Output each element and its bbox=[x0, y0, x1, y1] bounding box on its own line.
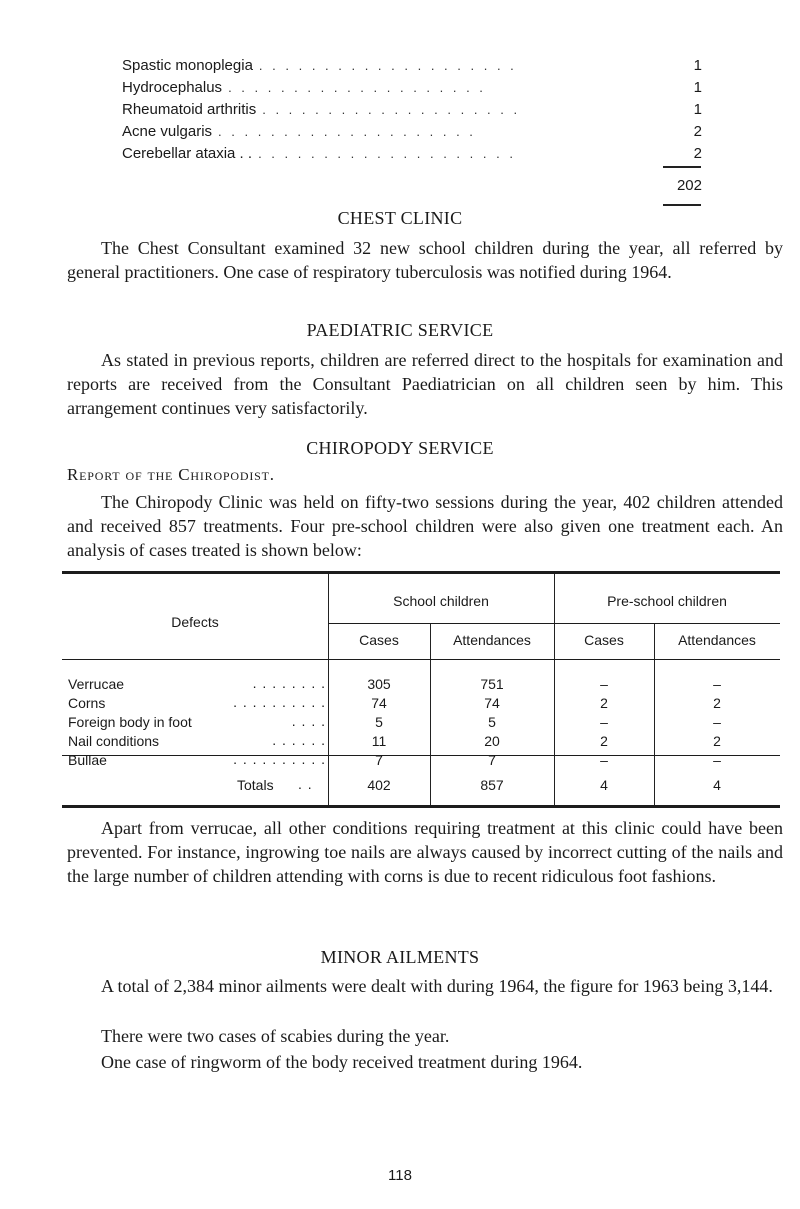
diagnosis-list bbox=[122, 57, 702, 167]
dot-leader: . . . . . . . . . . . . . . . . . . . . bbox=[258, 146, 516, 161]
prevention-paragraph bbox=[67, 816, 783, 888]
chest-clinic-text: The Chest Consultant examined 32 new school children during the year, all referred by general practitioners. One case of respiratory tuberculosis was notified during 1964. bbox=[67, 238, 783, 282]
diagnosis-label: Spastic monoplegia bbox=[122, 57, 253, 74]
col-header-school-attendances: Attendances bbox=[453, 632, 531, 648]
ringworm-text: One case of ringworm of the body received treatment during 1964. bbox=[101, 1052, 583, 1072]
defect-label: Verrucae bbox=[68, 676, 125, 692]
paediatric-heading: PAEDIATRIC SERVICE bbox=[306, 320, 494, 340]
school-cases: 5 bbox=[375, 714, 383, 730]
school-cases: 11 bbox=[371, 733, 387, 749]
paediatric-paragraph bbox=[67, 348, 783, 420]
sum-rule bbox=[663, 166, 701, 168]
dot-leader: . . . . . . . . . . . . . . . . . . . . bbox=[228, 80, 486, 95]
diagnosis-label: Cerebellar ataxia . . bbox=[122, 145, 253, 162]
total-school-cases: 402 bbox=[367, 777, 391, 793]
chiropodist-report-subheading: Report of the Chiropodist. bbox=[67, 465, 275, 484]
diagnosis-count: 2 bbox=[693, 123, 702, 140]
col-header-school-cases: Cases bbox=[359, 632, 399, 648]
totals-label: Totals bbox=[237, 777, 274, 793]
scabies-text: There were two cases of scabies during the year. bbox=[101, 1026, 450, 1046]
total-school-attendances: 857 bbox=[480, 777, 504, 793]
chest-clinic-heading: CHEST CLINIC bbox=[337, 208, 463, 228]
list-item bbox=[122, 79, 702, 101]
diagnosis-label: Hydrocephalus bbox=[122, 79, 223, 96]
preschool-cases: 2 bbox=[600, 695, 608, 711]
school-cases: 305 bbox=[367, 676, 391, 692]
preschool-attendances: 2 bbox=[713, 695, 721, 711]
table-bottom-rule bbox=[62, 805, 780, 808]
chiropody-table bbox=[62, 571, 780, 808]
preschool-cases: – bbox=[600, 676, 608, 692]
col-header-preschool-children: Pre-school children bbox=[607, 593, 727, 609]
school-cases: 7 bbox=[375, 752, 383, 768]
col-header-preschool-cases: Cases bbox=[584, 632, 624, 648]
list-item bbox=[122, 101, 702, 123]
col-header-preschool-attendances: Attendances bbox=[678, 632, 756, 648]
diagnosis-label: Rheumatoid arthritis bbox=[122, 101, 257, 118]
row-dot-leader: . . . . . . . . . . bbox=[233, 694, 326, 710]
row-dot-leader: . . . . . . . . . . bbox=[233, 751, 326, 767]
paediatric-text: As stated in previous reports, children are referred direct to the hospitals for examination and reports are received from the Consultant Paediatrician on all children seen by him. This arrangement continues very satisfactorily. bbox=[67, 350, 783, 418]
minor-ailments-text: A total of 2,384 minor ailments were dealt with during 1964, the figure for 1963 being 3,144. bbox=[101, 976, 773, 996]
defect-label: Nail conditions bbox=[68, 733, 160, 749]
defect-label: Corns bbox=[68, 695, 106, 711]
chiropody-heading: CHIROPODY SERVICE bbox=[306, 438, 494, 458]
preschool-attendances: – bbox=[713, 752, 721, 768]
defect-label: Foreign body in foot bbox=[68, 714, 192, 730]
dot-leader: . . . . . . . . . . . . . . . . . . . . bbox=[258, 58, 517, 73]
scabies-paragraph bbox=[67, 1024, 783, 1048]
dot-leader: . . . . . . . . . . . . . . . . . . . . bbox=[218, 124, 476, 139]
row-dot-leader: . . . . . . bbox=[272, 732, 326, 748]
diagnosis-count: 1 bbox=[693, 79, 702, 96]
diagnosis-total: 202 bbox=[676, 177, 702, 194]
diagnosis-count: 1 bbox=[693, 101, 702, 118]
list-item bbox=[122, 123, 702, 145]
preschool-cases: 2 bbox=[600, 733, 608, 749]
chest-clinic-paragraph bbox=[67, 236, 783, 284]
diagnosis-count: 2 bbox=[693, 145, 702, 162]
row-dot-leader: . . . . . . . . bbox=[252, 675, 326, 691]
school-attendances: 74 bbox=[484, 695, 500, 711]
preschool-cases: – bbox=[600, 752, 608, 768]
school-cases: 74 bbox=[371, 695, 387, 711]
total-preschool-attendances: 4 bbox=[713, 777, 721, 793]
col-header-school-children: School children bbox=[393, 593, 489, 609]
school-attendances: 7 bbox=[488, 752, 496, 768]
col-header-defects: Defects bbox=[171, 614, 219, 630]
school-attendances: 5 bbox=[488, 714, 496, 730]
sum-rule bbox=[663, 204, 701, 206]
list-item bbox=[122, 57, 702, 79]
total-preschool-cases: 4 bbox=[600, 777, 608, 793]
preschool-attendances: – bbox=[713, 676, 721, 692]
page-number: 118 bbox=[388, 1167, 412, 1184]
diagnosis-count: 1 bbox=[693, 57, 702, 74]
chiropody-paragraph bbox=[67, 490, 783, 562]
defect-label: Bullae bbox=[68, 752, 107, 768]
list-item bbox=[122, 145, 702, 167]
preschool-cases: – bbox=[600, 714, 608, 730]
table-top-rule bbox=[62, 571, 780, 574]
minor-ailments-heading: MINOR AILMENTS bbox=[320, 947, 480, 967]
school-attendances: 20 bbox=[484, 733, 500, 749]
totals-dot-leader: . . bbox=[298, 776, 313, 792]
minor-ailments-paragraph bbox=[67, 974, 783, 998]
ringworm-paragraph bbox=[67, 1050, 783, 1074]
preschool-attendances: – bbox=[713, 714, 721, 730]
diagnosis-label: Acne vulgaris bbox=[122, 123, 213, 140]
prevention-text: Apart from verrucae, all other conditions requiring treatment at this clinic could have been prevented. For instance, ingrowing toe nails are always caused by incorrect cutting of the nails and the large number of children attending with corns is due to recent ridiculous foot fashions. bbox=[67, 818, 783, 886]
row-dot-leader: . . . . bbox=[291, 713, 326, 729]
chiropody-text: The Chiropody Clinic was held on fifty-two sessions during the year, 402 children attended and received 857 treatments. Four pre-school children were also given one treatment each. An analysis of cases treated is shown below: bbox=[67, 492, 783, 560]
school-attendances: 751 bbox=[480, 676, 504, 692]
preschool-attendances: 2 bbox=[713, 733, 721, 749]
dot-leader: . . . . . . . . . . . . . . . . . . . . bbox=[262, 102, 521, 117]
